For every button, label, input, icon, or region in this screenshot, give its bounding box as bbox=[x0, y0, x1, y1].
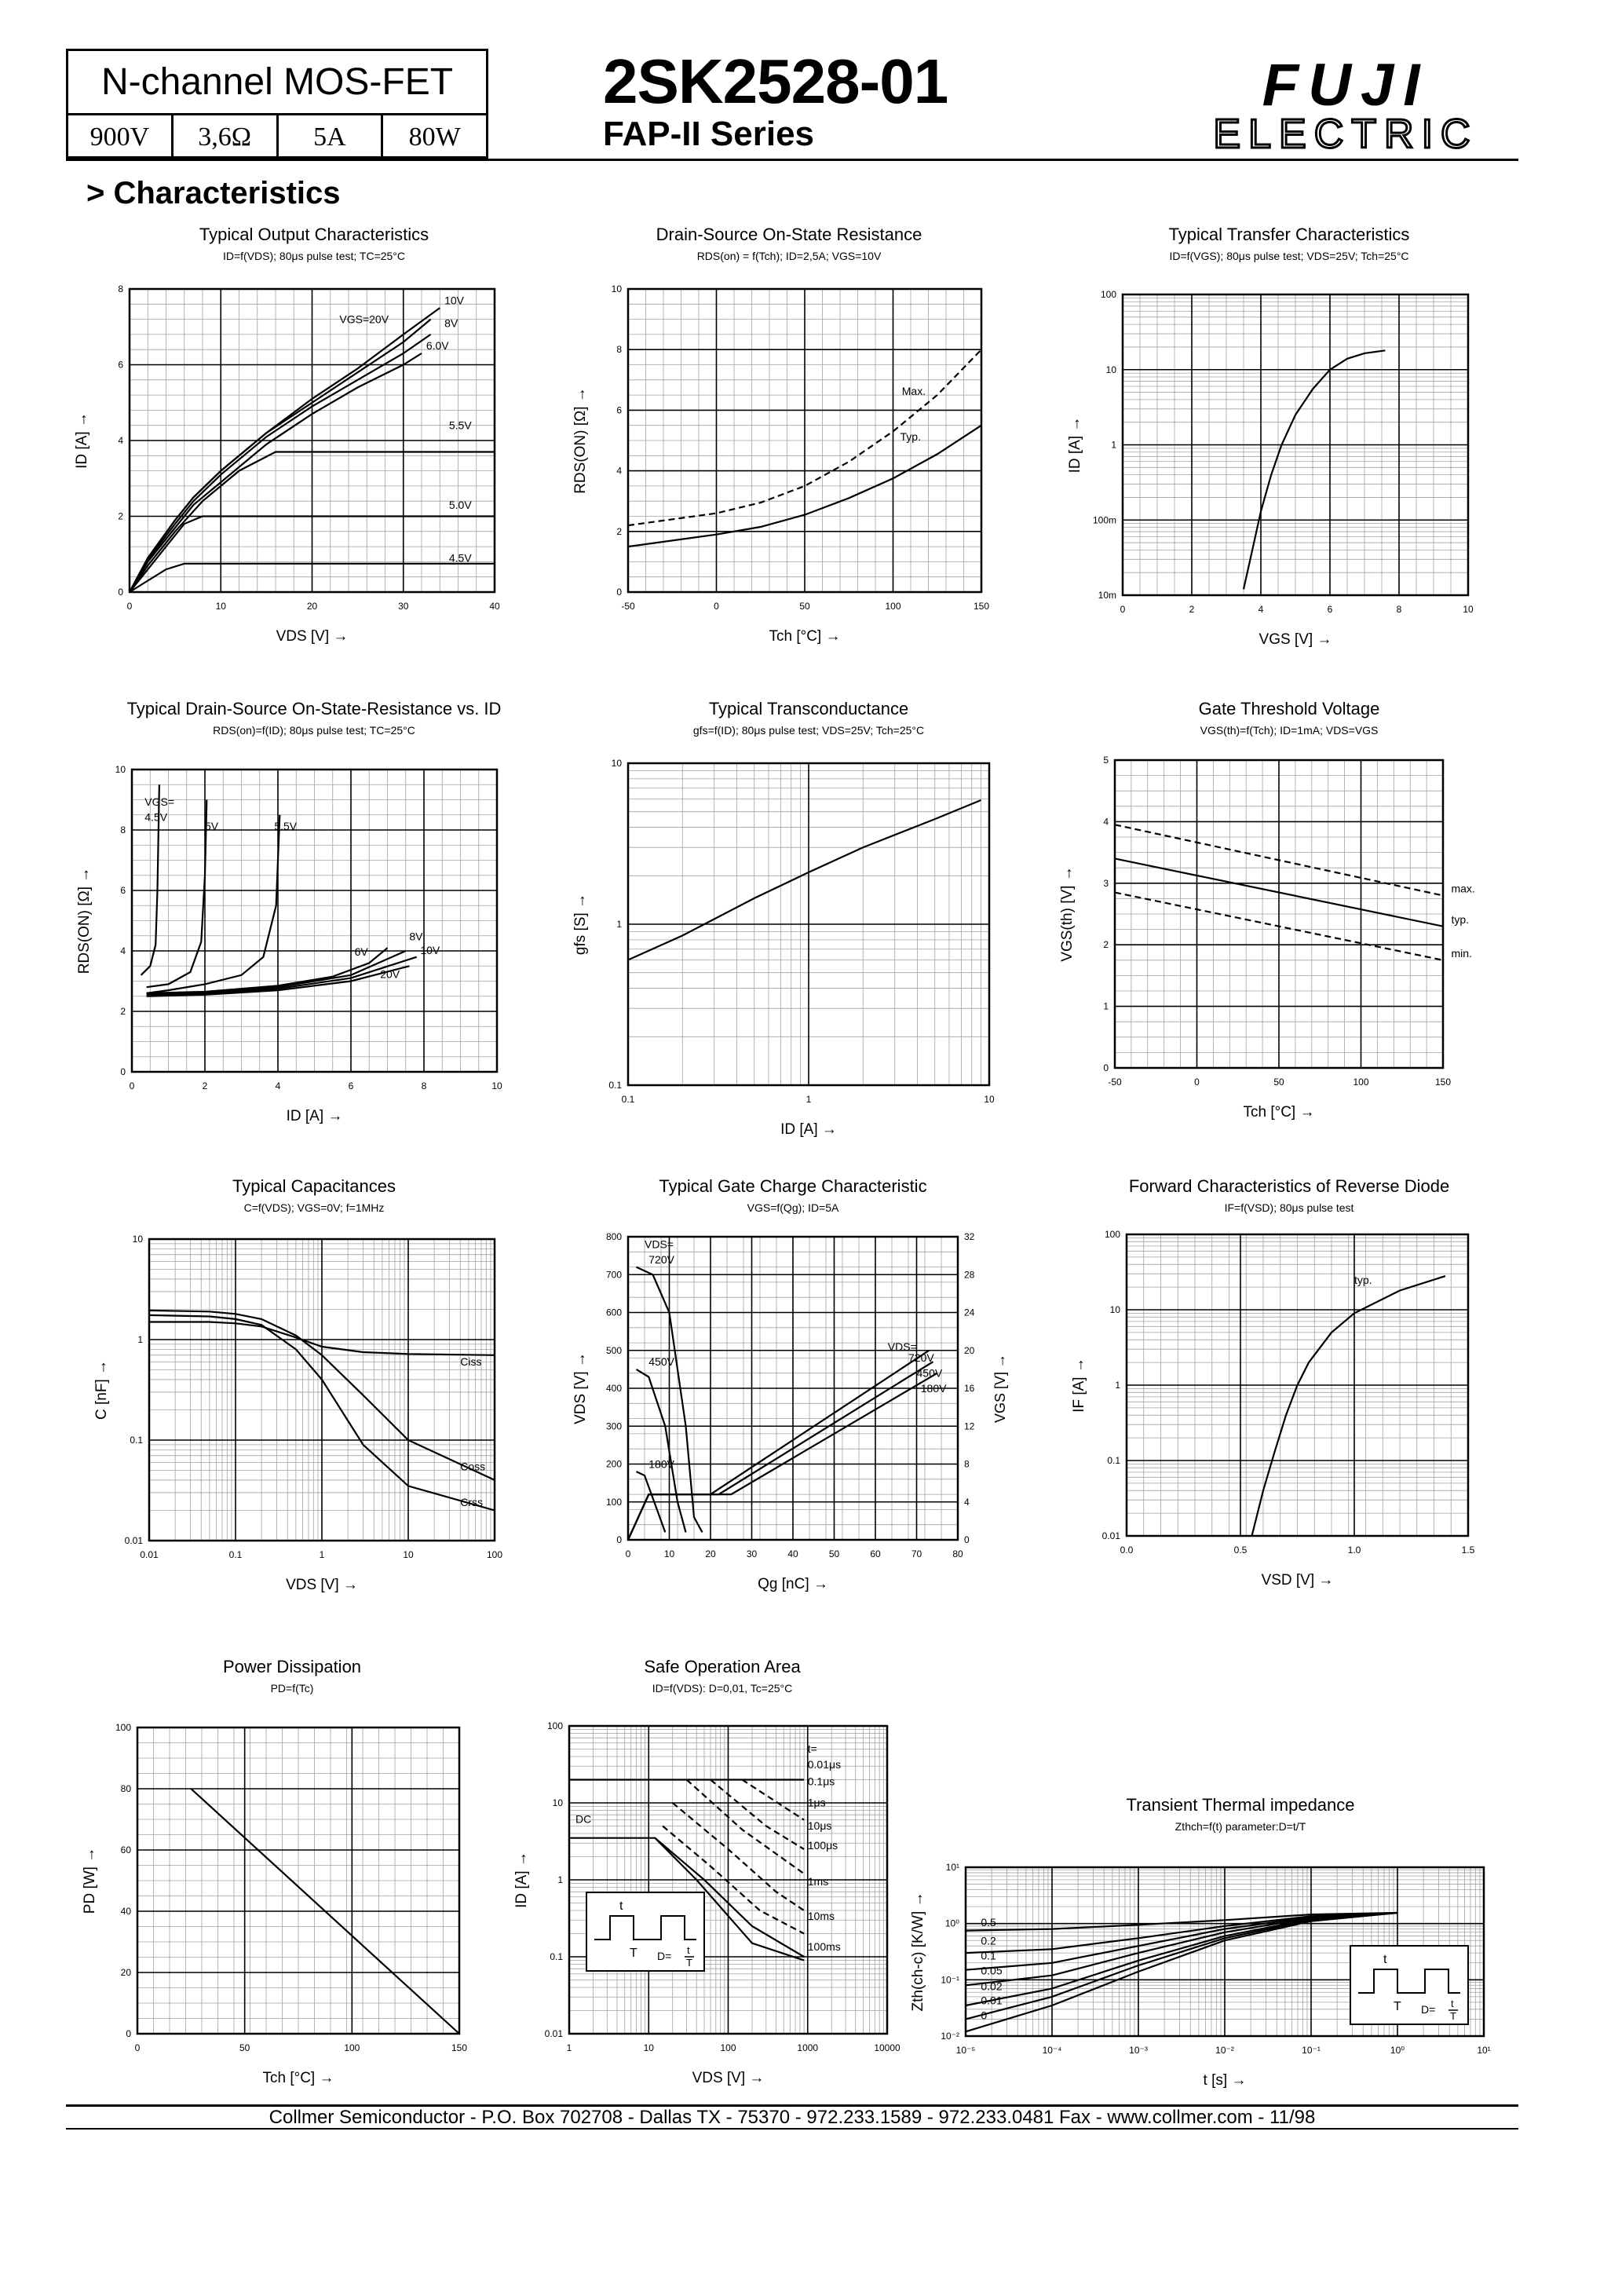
x-tick-label: 8 bbox=[421, 1080, 427, 1091]
footer-text: Collmer Semiconductor - P.O. Box 702708 - Dallas TX - 75370 - 972.233.1589 - 972.233.0481 Fax - www.collmer.com - 11/98 bbox=[269, 2107, 1316, 2128]
x-tick-label: 50 bbox=[799, 601, 810, 612]
x-tick-label: 80 bbox=[952, 1548, 963, 1559]
chart-title: Safe Operation Area bbox=[644, 1657, 801, 1676]
series-label: typ. bbox=[1354, 1274, 1372, 1287]
y-tick-label: 1 bbox=[1111, 439, 1116, 451]
spec-voltage: 900V bbox=[68, 115, 174, 159]
series-label: 8V bbox=[444, 316, 458, 330]
spec-resistance: 3,6Ω bbox=[174, 115, 279, 159]
y-tick-label: 600 bbox=[605, 1307, 622, 1318]
x-tick-label: 1.0 bbox=[1347, 1545, 1361, 1556]
series-label: 4.5V bbox=[448, 551, 472, 565]
y2-tick-label: 32 bbox=[964, 1231, 975, 1242]
y-tick-label: 10⁰ bbox=[944, 1918, 959, 1929]
series-label: 5.5V bbox=[448, 419, 472, 432]
inset-frac-den: T bbox=[686, 1957, 692, 1969]
inset-t-label: t bbox=[619, 1899, 623, 1913]
series-label: Coss bbox=[460, 1460, 486, 1473]
chart-annotation: 720V bbox=[648, 1252, 674, 1266]
x-tick-label: 1 bbox=[319, 1549, 325, 1560]
x-axis-label: Tch [°C] → bbox=[262, 2070, 334, 2086]
x-axis-label: VGS [V] → bbox=[1259, 631, 1332, 648]
chart-subtitle: VGS=f(Qg); ID=5A bbox=[747, 1201, 839, 1214]
y-tick-label: 2 bbox=[1103, 939, 1109, 951]
x-tick-label: 2 bbox=[202, 1080, 208, 1091]
y-axis-label: VDS [V] → bbox=[572, 1352, 589, 1424]
y-axis-label: gfs [S] → bbox=[572, 893, 589, 956]
x-tick-label: 10 bbox=[1463, 604, 1474, 615]
y-axis-label: RDS(ON) [Ω] → bbox=[572, 387, 589, 494]
chart-annotation: 0.5 bbox=[981, 1915, 996, 1929]
x-tick-label: 1000 bbox=[797, 2042, 819, 2053]
x-tick-label: 1 bbox=[806, 1094, 812, 1105]
y-axis-label: ID [A] → bbox=[1067, 416, 1083, 473]
y-tick-label: 20 bbox=[120, 1967, 131, 1978]
x-tick-label: 10¹ bbox=[1477, 2045, 1491, 2056]
chart-output bbox=[59, 281, 550, 655]
chart-subtitle: RDS(on)=f(ID); 80μs pulse test; TC=25°C bbox=[213, 724, 415, 737]
x-tick-label: 50 bbox=[828, 1548, 840, 1559]
chart-annotation: 1ms bbox=[807, 1874, 829, 1888]
x-tick-label: 40 bbox=[787, 1548, 798, 1559]
x-tick-label: 30 bbox=[398, 601, 409, 612]
y-tick-label: 100 bbox=[1104, 1229, 1120, 1240]
inset-frac-den: T bbox=[1450, 2010, 1456, 2022]
y-tick-label: 100 bbox=[1100, 289, 1116, 300]
chart-title: Transient Thermal impedance bbox=[1126, 1795, 1355, 1815]
x-axis-label: Qg [nC] → bbox=[758, 1576, 828, 1592]
chart-annotation: 180V bbox=[648, 1457, 674, 1471]
y2-tick-label: 12 bbox=[964, 1420, 975, 1432]
x-tick-label: 0.1 bbox=[621, 1094, 635, 1105]
x-axis-label: Tch [°C] → bbox=[769, 628, 841, 645]
y2-tick-label: 0 bbox=[964, 1534, 970, 1545]
chart-title: Forward Characteristics of Reverse Diode bbox=[1128, 1176, 1450, 1196]
x-tick-label: 4 bbox=[1258, 604, 1264, 615]
y-tick-label: 10 bbox=[611, 283, 622, 294]
y-tick-label: 1 bbox=[137, 1334, 143, 1345]
y-tick-label: 0.1 bbox=[550, 1951, 563, 1962]
x-tick-label: 50 bbox=[239, 2042, 250, 2053]
chart-annotation: 5V bbox=[205, 820, 219, 832]
chart-subtitle: RDS(on) = f(Tch); ID=2,5A; VGS=10V bbox=[696, 250, 882, 262]
x-tick-label: -50 bbox=[1108, 1077, 1122, 1088]
chart-subtitle: C=f(VDS); VGS=0V; f=1MHz bbox=[243, 1201, 385, 1214]
x-axis-label: ID [A] → bbox=[780, 1121, 837, 1138]
chart-annotation: VDS= bbox=[887, 1340, 917, 1353]
x-tick-label: 0 bbox=[625, 1548, 631, 1559]
chart-title: Typical Transfer Characteristics bbox=[1168, 225, 1410, 244]
y-tick-label: 4 bbox=[1103, 816, 1109, 828]
x-tick-label: 0.01 bbox=[140, 1549, 159, 1560]
chart-annotation: 0.2 bbox=[981, 1934, 996, 1947]
pulse-diagram-inset bbox=[1350, 1946, 1468, 2024]
y-tick-label: 0 bbox=[1103, 1062, 1109, 1073]
x-tick-label: 100 bbox=[344, 2042, 360, 2053]
chart-subtitle: IF=f(VSD); 80μs pulse test bbox=[1224, 1201, 1354, 1214]
series-line-0-1 bbox=[966, 1913, 1397, 1970]
chart-gate_charge bbox=[557, 1229, 1028, 1603]
series-label: Typ. bbox=[900, 430, 921, 443]
x-tick-label: 4 bbox=[275, 1080, 281, 1091]
x-axis-label: VDS [V] → bbox=[286, 1577, 358, 1593]
x-tick-label: 20 bbox=[306, 601, 318, 612]
section-title: > Characteristics bbox=[86, 176, 341, 210]
x-tick-label: -50 bbox=[621, 601, 635, 612]
x-tick-label: 10 bbox=[491, 1080, 502, 1091]
chart-annotation: 0.1 bbox=[981, 1949, 996, 1962]
chart-annotation: 1μs bbox=[807, 1796, 826, 1809]
series-label: Max. bbox=[901, 385, 926, 398]
y2-tick-label: 20 bbox=[964, 1344, 975, 1356]
x-tick-label: 6 bbox=[348, 1080, 354, 1091]
y-tick-label: 40 bbox=[120, 1906, 131, 1917]
inset-T-label: T bbox=[630, 1947, 637, 1960]
chart-subtitle: gfs=f(ID); 80μs pulse test; VDS=25V; Tch=25°C bbox=[692, 724, 925, 737]
x-tick-label: 0 bbox=[129, 1080, 135, 1091]
inset-D-label: D= bbox=[657, 1950, 672, 1962]
chart-subtitle: PD=f(Tc) bbox=[270, 1682, 314, 1695]
y-tick-label: 6 bbox=[118, 359, 123, 371]
chart-subtitle: Zthch=f(t) parameter:D=t/T bbox=[1174, 1820, 1306, 1833]
x-tick-label: 50 bbox=[1273, 1077, 1284, 1088]
x-axis-label: ID [A] → bbox=[286, 1108, 343, 1124]
series-line-vgs-720v bbox=[628, 1373, 937, 1540]
chart-rds_id bbox=[61, 762, 552, 1135]
y-tick-label: 8 bbox=[120, 824, 126, 835]
chart-annotation: 720V bbox=[908, 1351, 934, 1365]
y-tick-label: 2 bbox=[118, 510, 123, 522]
chart-title: Drain-Source On-State Resistance bbox=[656, 225, 922, 244]
y-axis-label: Zth(ch-c) [K/W] → bbox=[910, 1892, 926, 2012]
chart-transconductance bbox=[557, 755, 1044, 1148]
x-tick-label: 70 bbox=[911, 1548, 922, 1559]
chart-power bbox=[67, 1720, 514, 2097]
x-tick-label: 20 bbox=[705, 1548, 716, 1559]
svg-text:FUJI: FUJI bbox=[1262, 60, 1430, 119]
chart-subtitle: ID=f(VDS): D=0,01, Tc=25°C bbox=[652, 1682, 793, 1695]
chart-annotation: 20V bbox=[380, 967, 400, 981]
y-tick-label: 8 bbox=[616, 344, 622, 356]
series-label: 10V bbox=[444, 294, 464, 307]
x-tick-label: 100 bbox=[486, 1549, 503, 1560]
chart-annotation: VDS= bbox=[645, 1238, 674, 1251]
y-tick-label: 300 bbox=[605, 1420, 622, 1432]
chart-annotation: VGS= bbox=[144, 795, 175, 809]
x-tick-label: 0 bbox=[134, 2042, 141, 2053]
x-axis-label: VDS [V] → bbox=[276, 628, 349, 645]
x-tick-label: 0.1 bbox=[228, 1549, 243, 1560]
chart-annotation: 8V bbox=[409, 930, 423, 943]
x-tick-label: 10⁻³ bbox=[1129, 2045, 1148, 2056]
chart-soa bbox=[499, 1718, 942, 2097]
x-tick-label: 10⁻⁵ bbox=[955, 2045, 976, 2056]
chart-rds_temp bbox=[557, 281, 1036, 655]
series-label: max. bbox=[1451, 882, 1475, 895]
x-tick-label: 8 bbox=[1396, 604, 1402, 615]
chart-title: Typical Gate Charge Characteristic bbox=[659, 1176, 927, 1196]
y-tick-label: 10 bbox=[1109, 1304, 1120, 1315]
part-number: 2SK2528-01 bbox=[603, 46, 948, 116]
y-axis-label: RDS(ON) [Ω] → bbox=[76, 867, 93, 974]
y2-tick-label: 4 bbox=[964, 1496, 970, 1508]
x-tick-label: 60 bbox=[870, 1548, 881, 1559]
svg-text:ELECTRIC: ELECTRIC bbox=[1213, 112, 1478, 155]
inset-t-label: t bbox=[1383, 1953, 1387, 1966]
y-tick-label: 0 bbox=[118, 587, 123, 598]
series-line-gfs bbox=[628, 800, 981, 960]
x-tick-label: 100 bbox=[720, 2042, 736, 2053]
y-tick-label: 100 bbox=[546, 1720, 563, 1731]
y-tick-label: 700 bbox=[605, 1269, 622, 1281]
chart-title: Power Dissipation bbox=[222, 1657, 362, 1676]
y-tick-label: 10 bbox=[132, 1234, 143, 1245]
y-tick-label: 10 bbox=[115, 764, 126, 775]
y-tick-label: 0 bbox=[616, 1534, 622, 1545]
y2-tick-label: 24 bbox=[964, 1307, 975, 1318]
y-tick-label: 6 bbox=[616, 404, 622, 416]
chart-annotation: 0.05 bbox=[981, 1964, 1003, 1977]
y-tick-label: 0.1 bbox=[1107, 1455, 1120, 1466]
series-line-vgs-180v bbox=[628, 1351, 929, 1540]
x-tick-label: 0 bbox=[714, 601, 719, 612]
x-tick-label: 1 bbox=[566, 2042, 572, 2053]
chart-title: Gate Threshold Voltage bbox=[1198, 699, 1380, 718]
series-label: min. bbox=[1451, 946, 1472, 960]
x-tick-label: 10⁻⁴ bbox=[1042, 2045, 1062, 2056]
x-tick-label: 150 bbox=[451, 2042, 468, 2053]
spec-row bbox=[68, 115, 486, 159]
y-tick-label: 0.01 bbox=[124, 1535, 143, 1546]
y-tick-label: 100m bbox=[1092, 514, 1116, 526]
y-axis-label: C [nF] → bbox=[93, 1359, 110, 1420]
chart-annotation: 0.02 bbox=[981, 1980, 1003, 1993]
y2-tick-label: 16 bbox=[964, 1383, 975, 1394]
footer-rule-bottom bbox=[66, 2128, 1518, 2130]
x-axis-label: VSD [V] → bbox=[1261, 1572, 1334, 1589]
y-tick-label: 1 bbox=[616, 919, 622, 930]
chart-annotation: 5.5V bbox=[274, 820, 298, 832]
y-tick-label: 0.1 bbox=[608, 1080, 622, 1091]
y-tick-label: 1 bbox=[1103, 1000, 1109, 1012]
inset-frac-num: t bbox=[1451, 1998, 1454, 2009]
x-tick-label: 0 bbox=[1120, 604, 1126, 615]
x-tick-label: 10⁰ bbox=[1390, 2045, 1405, 2056]
y2-tick-label: 28 bbox=[964, 1269, 975, 1281]
inset-frac-num: t bbox=[687, 1944, 690, 1956]
y-tick-label: 10 bbox=[552, 1797, 563, 1808]
y-tick-label: 10 bbox=[1105, 364, 1116, 375]
y-tick-label: 10m bbox=[1098, 590, 1116, 601]
y-tick-label: 400 bbox=[605, 1383, 622, 1394]
device-type: N-channel MOS-FET bbox=[68, 51, 486, 115]
x-axis-label: t [s] → bbox=[1203, 2072, 1247, 2089]
x-tick-label: 6 bbox=[1327, 604, 1333, 615]
spec-current: 5A bbox=[279, 115, 384, 159]
y-tick-label: 80 bbox=[120, 1783, 131, 1794]
header-rule bbox=[66, 159, 1518, 161]
x-tick-label: 40 bbox=[489, 601, 500, 612]
y-tick-label: 0 bbox=[120, 1066, 126, 1077]
y-tick-label: 800 bbox=[605, 1231, 622, 1242]
x-tick-label: 0.5 bbox=[1233, 1545, 1248, 1556]
chart-annotation: 0.01 bbox=[981, 1994, 1003, 2007]
series-line-0-02 bbox=[966, 1913, 1397, 2005]
series-label: 5.0V bbox=[448, 498, 472, 511]
y-tick-label: 10 bbox=[611, 758, 622, 769]
y-tick-label: 0.01 bbox=[1101, 1530, 1120, 1541]
chart-gate_threshold bbox=[1044, 752, 1498, 1131]
inset-D-label: D= bbox=[1421, 2003, 1436, 2016]
x-tick-label: 10 bbox=[403, 1549, 414, 1560]
y-tick-label: 5 bbox=[1103, 755, 1109, 766]
chart-annotation: 0 bbox=[981, 2009, 988, 2022]
x-tick-label: 0 bbox=[126, 601, 133, 612]
x-tick-label: 10 bbox=[663, 1548, 675, 1559]
chart-transfer bbox=[1052, 287, 1523, 658]
chart-subtitle: VGS(th)=f(Tch); ID=1mA; VDS=VGS bbox=[1200, 724, 1379, 737]
x-axis-label: Tch [°C] → bbox=[1243, 1104, 1315, 1121]
x-tick-label: 10⁻² bbox=[1215, 2045, 1234, 2056]
chart-annotation: 0.01μs bbox=[807, 1758, 842, 1771]
y-tick-label: 4 bbox=[616, 465, 622, 477]
x-tick-label: 30 bbox=[746, 1548, 758, 1559]
chart-annotation: 4.5V bbox=[144, 810, 168, 824]
chart-annotation: 0.1μs bbox=[807, 1775, 835, 1788]
chart-title: Typical Capacitances bbox=[232, 1176, 396, 1196]
x-tick-label: 150 bbox=[973, 601, 990, 612]
chart-title: Typical Transconductance bbox=[708, 699, 909, 718]
series-label: VGS=20V bbox=[339, 313, 389, 326]
y-tick-label: 0 bbox=[616, 587, 622, 598]
x-tick-label: 100 bbox=[1353, 1077, 1369, 1088]
x-tick-label: 10⁻¹ bbox=[1302, 2045, 1321, 2056]
chart-subtitle: ID=f(VGS); 80μs pulse test; VDS=25V; Tch=25°C bbox=[1169, 250, 1409, 262]
series-label: 6.0V bbox=[426, 339, 449, 353]
y-tick-label: 3 bbox=[1103, 877, 1109, 889]
chart-annotation: 10V bbox=[420, 943, 440, 956]
chart-annotation: 100ms bbox=[807, 1940, 841, 1954]
spec-box bbox=[66, 49, 488, 159]
chart-capacitance bbox=[79, 1231, 550, 1603]
x-tick-label: 10 bbox=[643, 2042, 654, 2053]
spec-power: 80W bbox=[408, 122, 461, 152]
x-tick-label: 0 bbox=[1194, 1077, 1200, 1088]
chart-annotation: 450V bbox=[916, 1366, 943, 1380]
y-tick-label: 10⁻¹ bbox=[941, 1974, 959, 1986]
y-tick-label: 1 bbox=[1115, 1380, 1120, 1391]
chart-reverse_diode bbox=[1056, 1227, 1523, 1599]
fuji-electric-logo bbox=[1173, 60, 1518, 155]
x-tick-label: 2 bbox=[1189, 604, 1195, 615]
chart-thermal bbox=[895, 1859, 1539, 2099]
chart-subtitle: ID=f(VDS); 80μs pulse test; TC=25°C bbox=[222, 250, 406, 262]
chart-grid bbox=[137, 1727, 459, 2034]
y-tick-label: 200 bbox=[605, 1458, 622, 1470]
y2-axis-label: VGS [V] → bbox=[992, 1353, 1008, 1424]
x-tick-label: 150 bbox=[1434, 1077, 1452, 1088]
y-tick-label: 100 bbox=[115, 1722, 131, 1733]
series-label: typ. bbox=[1451, 912, 1470, 926]
y-axis-label: VGS(th) [V] → bbox=[1059, 866, 1076, 962]
chart-annotation: 100μs bbox=[807, 1839, 838, 1852]
y-tick-label: 1 bbox=[557, 1874, 563, 1885]
chart-annotation: 10ms bbox=[807, 1910, 835, 1923]
chart-annotation: t= bbox=[807, 1742, 817, 1755]
y-axis-label: ID [A] → bbox=[513, 1852, 530, 1908]
y-tick-label: 100 bbox=[605, 1496, 622, 1508]
inset-T-label: T bbox=[1394, 2000, 1401, 2013]
x-tick-label: 10 bbox=[984, 1094, 995, 1105]
y-tick-label: 4 bbox=[118, 435, 123, 446]
y-tick-label: 500 bbox=[605, 1344, 622, 1356]
series-label: Ciss bbox=[460, 1355, 482, 1369]
y-tick-label: 10⁻² bbox=[941, 2031, 959, 2042]
pulse-diagram-inset bbox=[586, 1892, 704, 1971]
y-tick-label: 0 bbox=[126, 2028, 131, 2039]
x-axis-label: VDS [V] → bbox=[692, 2070, 765, 2086]
series-line-0 bbox=[966, 1913, 1397, 2031]
y-tick-label: 2 bbox=[616, 525, 622, 537]
y-tick-label: 60 bbox=[120, 1844, 131, 1855]
y-tick-label: 6 bbox=[120, 885, 126, 896]
chart-grid bbox=[132, 770, 497, 1072]
y-tick-label: 0.1 bbox=[130, 1435, 143, 1446]
series-name: FAP-II Series bbox=[603, 115, 815, 153]
x-tick-label: 10000 bbox=[874, 2042, 901, 2053]
x-tick-label: 1.5 bbox=[1461, 1545, 1475, 1556]
y-axis-label: ID [A] → bbox=[74, 412, 90, 469]
chart-annotation: 450V bbox=[648, 1355, 674, 1369]
series-line-10v bbox=[130, 308, 440, 592]
chart-annotation: 6V bbox=[354, 945, 368, 958]
y-axis-label: IF [A] → bbox=[1071, 1358, 1087, 1413]
x-tick-label: 0.0 bbox=[1120, 1545, 1134, 1556]
y-tick-label: 8 bbox=[118, 283, 123, 294]
chart-annotation: 180V bbox=[920, 1381, 947, 1395]
chart-title: Typical Drain-Source On-State-Resistance vs. ID bbox=[126, 699, 502, 718]
chart-annotation: 10μs bbox=[807, 1819, 832, 1832]
x-tick-label: 10 bbox=[215, 601, 226, 612]
y2-tick-label: 8 bbox=[964, 1458, 970, 1470]
x-tick-label: 100 bbox=[885, 601, 901, 612]
y-tick-label: 4 bbox=[120, 945, 126, 956]
y-tick-label: 2 bbox=[120, 1006, 126, 1017]
y-tick-label: 10¹ bbox=[945, 1862, 959, 1873]
series-line-5v bbox=[147, 800, 207, 988]
series-label: Crss bbox=[460, 1496, 484, 1509]
y-tick-label: 0.01 bbox=[544, 2028, 563, 2039]
chart-title: Typical Output Characteristics bbox=[199, 225, 429, 244]
chart-annotation: DC bbox=[575, 1812, 592, 1826]
y-axis-label: PD [W] → bbox=[82, 1847, 98, 1914]
